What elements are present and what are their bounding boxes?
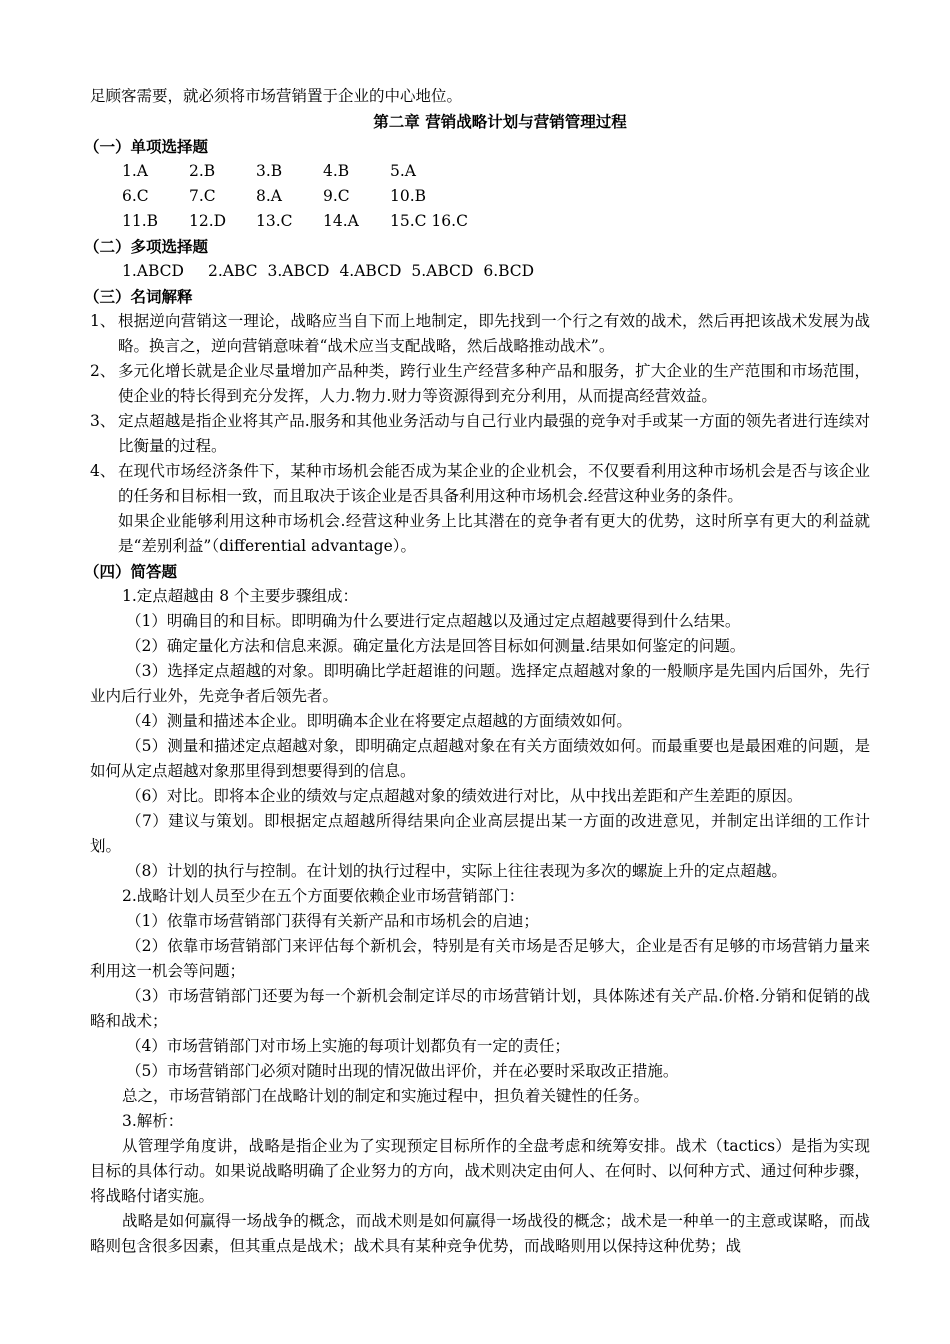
term-item [90,309,870,359]
document-page [84,84,870,1259]
answer: 11.B [122,212,159,230]
step-item: （7）建议与策划。即根据定点超越所得结果向企业高层提出某一方面的改进意见，并制定出详细的工作计划。 [90,812,870,855]
single-choice-row [122,184,870,209]
term-text: 在现代市场经济条件下，某种市场机会能否成为某企业的企业机会，不仅要看利用这种市场机会是否与该企业的任务和目标相一致，而且取决于该企业是否具备利用这种市场机会.经营这种业务的条件。 [118,462,870,505]
term-item [90,359,870,409]
answer: 2.B [189,162,216,180]
term-item [90,409,870,459]
lead-line: 足顾客需要，就必须将市场营销置于企业的中心地位。 [90,87,463,105]
point-item: （4）市场营销部门对市场上实施的每项计划都负有一定的责任； [126,1037,570,1055]
summary-text: 总之，市场营销部门在战略计划的制定和实施过程中，担负着关键性的任务。 [122,1087,650,1105]
answer: 15.C 16.C [390,212,468,230]
term-text-continued: 如果企业能够利用这种市场机会.经营这种业务上比其潜在的竞争者有更大的优势，这时所享有更大的利益就是“差别利益”（differential advantage）。 [118,512,870,555]
single-choice-row [122,209,870,234]
point-item: （2）依靠市场营销部门来评估每个新机会，特别是有关市场是否足够大，企业是否有足够的市场营销力量来利用这一机会等问题； [90,937,870,980]
answer: 1.ABCD [122,262,184,280]
chapter-title: 第二章 营销战略计划与营销管理过程 [373,112,627,131]
point-item: （1）依靠市场营销部门获得有关新产品和市场机会的启迪； [126,912,539,930]
answer: 6.C [122,187,149,205]
single-choice-heading: （一）单项选择题 [84,137,209,156]
answer: 4.B [323,162,350,180]
answer: 13.C [256,212,293,230]
multi-choice-heading: （二）多项选择题 [84,237,209,256]
multi-choice-answers [122,259,870,284]
paragraph: 战略是如何赢得一场战争的概念，而战术则是如何赢得一场战役的概念；战术是一种单一的主意或谋略，而战略则包含很多因素，但其重点是战术；战术具有某种竞争优势，而战略则用以保持这种优势；战 [90,1212,870,1255]
question-title: 2.战略计划人员至少在五个方面要依赖企业市场营销部门： [122,887,525,905]
answer: 1.A [122,162,148,180]
point-item: （5）市场营销部门必须对随时出现的情况做出评价，并在必要时采取改正措施。 [126,1062,679,1080]
answer: 4.ABCD [339,262,402,280]
answer: 2.ABC [207,262,258,280]
answer: 14.A [323,212,359,230]
paragraph: 从管理学角度讲，战略是指企业为了实现预定目标所作的全盘考虑和统筹安排。战术（tactics）是指为实现目标的具体行动。如果说战略明确了企业努力的方向，战术则决定由何人、在何时、以何种方式、通过何种步骤，将战略付诸实施。 [90,1137,870,1205]
answer: 8.A [256,187,282,205]
question-title: 1.定点超越由 8 个主要步骤组成： [122,587,359,605]
answer: 5.A [390,162,416,180]
answer: 7.C [189,187,216,205]
answer: 12.D [189,212,227,230]
terms-heading: （三）名词解释 [84,287,193,306]
step-item: （6）对比。即将本企业的绩效与定点超越对象的绩效进行对比，从中找出差距和产生差距的原因。 [126,787,803,805]
point-item: （3）市场营销部门还要为每一个新机会制定详尽的市场营销计划，具体陈述有关产品.价格.分销和促销的战略和战术； [90,987,870,1030]
answer: 6.BCD [483,262,535,280]
step-item: （4）测量和描述本企业。即明确本企业在将要定点超越的方面绩效如何。 [126,712,632,730]
term-number: 4、 [90,462,116,480]
answer: 3.ABCD [267,262,330,280]
term-text: 定点超越是指企业将其产品.服务和其他业务活动与自己行业内最强的竞争对手或某一方面的领先者进行连续对比衡量的过程。 [118,412,870,455]
step-item: （2）确定量化方法和信息来源。确定量化方法是回答目标如何测量.结果如何鉴定的问题。 [126,637,746,655]
step-item: （5）测量和描述定点超越对象，即明确定点超越对象在有关方面绩效如何。而最重要也是最困难的问题，是如何从定点超越对象那里得到想要得到的信息。 [90,737,870,780]
step-item: （8）计划的执行与控制。在计划的执行过程中，实际上往往表现为多次的螺旋上升的定点超越。 [126,862,787,880]
answer: 10.B [390,187,427,205]
short-answer-heading: （四）简答题 [84,562,178,581]
answer: 9.C [323,187,350,205]
term-item [90,459,870,509]
term-number: 2、 [90,362,116,380]
term-text: 多元化增长就是企业尽量增加产品种类，跨行业生产经营多种产品和服务，扩大企业的生产范围和市场范围，使企业的特长得到充分发挥，人力.物力.财力等资源得到充分利用，从而提高经营效益。 [118,362,870,405]
term-number: 3、 [90,412,116,430]
answer: 5.ABCD [411,262,474,280]
step-item: （1）明确目的和目标。即明确为什么要进行定点超越以及通过定点超越要得到什么结果。 [126,612,741,630]
step-item: （3）选择定点超越的对象。即明确比学赶超谁的问题。选择定点超越对象的一般顺序是先国内后国外，先行业内后行业外，先竞争者后领先者。 [90,662,870,705]
answer: 3.B [256,162,283,180]
question-title: 3.解析： [122,1112,184,1130]
single-choice-row [122,159,870,184]
term-text: 根据逆向营销这一理论，战略应当自下而上地制定，即先找到一个行之有效的战术，然后再把该战术发展为战略。换言之，逆向营销意味着“战术应当支配战略，然后战略推动战术”。 [118,312,870,355]
term-number: 1、 [90,312,116,330]
